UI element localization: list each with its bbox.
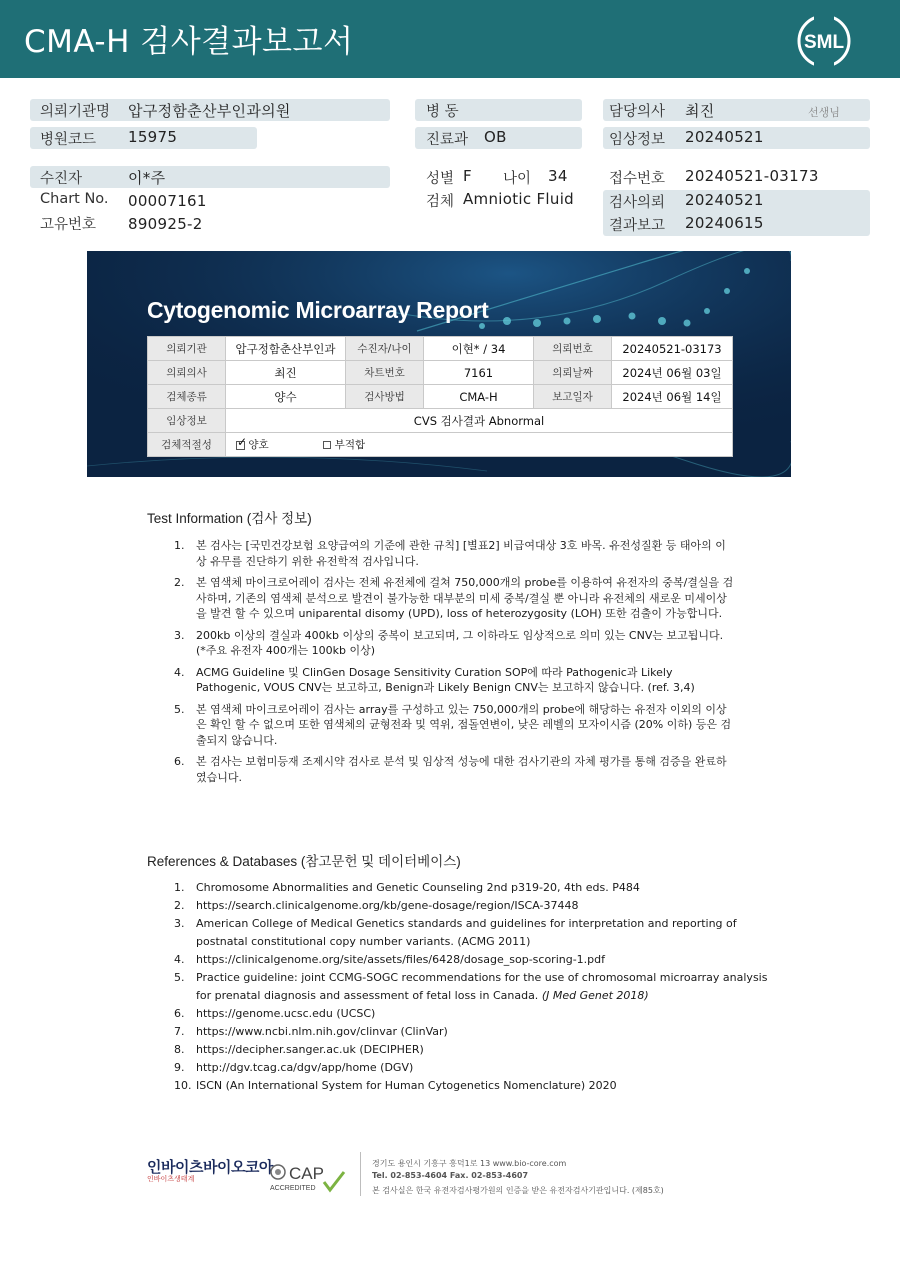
- table-cell: 검체적절성: [148, 433, 226, 457]
- list-item: 6. 본 검사는 보험미등재 조제시약 검사로 분석 및 임상적 성능에 대한 검사기관의 자체 평가를 통해 검증을 완료하였습니다.: [174, 755, 727, 784]
- age-value: 34: [548, 167, 568, 185]
- request-label: 검사의뢰: [609, 195, 666, 211]
- doctor-label: 담당의사: [609, 104, 666, 120]
- reference-link[interactable]: https://www.ncbi.nlm.nih.gov/clinvar (ClinVar): [196, 1024, 448, 1038]
- logo-text: SML: [803, 32, 845, 53]
- receipt-label: 접수번호: [609, 171, 666, 187]
- table-cell: 차트번호: [346, 361, 424, 385]
- patient-label: 수진자: [40, 171, 83, 187]
- patient-value: 이*주: [128, 169, 166, 187]
- table-cell: 압구정함춘산부인과: [226, 337, 346, 361]
- list-item: 6. https://genome.ucsc.edu (UCSC): [174, 1006, 376, 1020]
- table-row: [148, 433, 733, 457]
- list-item: 7. https://www.ncbi.nlm.nih.gov/clinvar (ClinVar): [174, 1024, 448, 1038]
- result-label: 결과보고: [609, 218, 666, 234]
- table-cell: 의뢰의사: [148, 361, 226, 385]
- specimen-value: Amniotic Fluid: [463, 190, 574, 208]
- clinical-value: 20240521: [685, 128, 764, 146]
- chart-value: 00007161: [128, 192, 207, 210]
- table-cell: 보고일자: [534, 385, 612, 409]
- table-cell: CMA-H: [424, 385, 534, 409]
- table-cell: 7161: [424, 361, 534, 385]
- request-value: 20240521: [685, 191, 764, 209]
- clinical-info-cell: CVS 검사결과 Abnormal: [226, 409, 733, 433]
- reference-link[interactable]: http://dgv.tcag.ca/dgv/app/home (DGV): [196, 1060, 414, 1074]
- banner-title: Cytogenomic Microarray Report: [147, 297, 489, 323]
- table-cell: 20240521-03173: [612, 337, 733, 361]
- table-cell: 2024년 06월 14일: [612, 385, 733, 409]
- specimen-label: 검체: [426, 194, 455, 210]
- footer-divider: [360, 1152, 361, 1196]
- cap-accredited-logo: [268, 1152, 348, 1198]
- receipt-value: 20240521-03173: [685, 167, 819, 185]
- report-banner: [87, 251, 791, 477]
- dept-label: 진료과: [426, 132, 469, 148]
- doctor-value: 최진: [685, 102, 715, 120]
- list-item: 5. 본 염색체 마이크로어레이 검사는 array를 구성하고 있는 750,000개의 probe에 해당하는 유전자 이외의 이상은 확인 할 수 없으며 또한 염색체의 균형전좌 및 역위, 점돌연변이, 낮은 레벨의 모자이시즘 (20% 이하) 등은 검출되지 않습니다.: [174, 702, 732, 747]
- footer-tel: Tel. 02-853-4604 Fax. 02-853-4607: [372, 1171, 529, 1180]
- reference-link[interactable]: https://search.clinicalgenome.org/kb/gene-dosage/region/ISCA-37448: [196, 899, 579, 913]
- footer-brand: 인바이츠바이오코아: [147, 1158, 273, 1176]
- reference-link[interactable]: https://decipher.sanger.ac.uk (DECIPHER): [196, 1042, 424, 1056]
- doctor-suffix: 선생님: [808, 106, 840, 119]
- table-row: [148, 385, 733, 409]
- code-label: 병원코드: [40, 132, 97, 148]
- list-item: 3. American College of Medical Genetics standards and guidelines for interpretation and reporting of postnatal constitutional copy number variants. (ACMG 2011): [174, 917, 737, 948]
- unsuitable-label: 부적합: [334, 439, 366, 451]
- hospital-label: 의뢰기관명: [40, 104, 111, 120]
- table-row: [148, 337, 733, 361]
- table-cell: 의뢰날짜: [534, 361, 612, 385]
- unchecked-box-icon: [323, 441, 331, 449]
- table-cell: 이현* / 34: [424, 337, 534, 361]
- sml-logo: [796, 13, 852, 69]
- report-title: CMA-H 검사결과보고서: [24, 24, 354, 60]
- table-cell: 검체종류: [148, 385, 226, 409]
- cap-accredited-text: ACCREDITED: [270, 1185, 316, 1192]
- table-cell: 임상정보: [148, 409, 226, 433]
- uid-label: 고유번호: [40, 217, 97, 233]
- suitable-label: 양호: [248, 439, 269, 451]
- table-cell: 최진: [226, 361, 346, 385]
- suitability-cell: [226, 433, 733, 457]
- references-title: References & Databases (참고문헌 및 데이터베이스): [147, 854, 461, 869]
- ward-label: 병 동: [426, 104, 459, 120]
- footer-brand-sub: 인바이츠생태계: [147, 1175, 195, 1183]
- reference-link[interactable]: https://clinicalgenome.org/site/assets/files/6428/dosage_sop-scoring-1.pdf: [196, 952, 606, 966]
- checked-box-icon: ✓: [237, 434, 248, 449]
- list-item: 4. ACMG Guideline 및 ClinGen Dosage Sensitivity Curation SOP에 따라 Pathogenic과 Likely Pathogenic, VOUS CNV는 보고하고, Benign과 Likely Benign CNV는 보고하지 않습니다. (ref. 3,4): [174, 665, 695, 694]
- table-row: [148, 361, 733, 385]
- list-item: 4. https://clinicalgenome.org/site/assets/files/6428/dosage_sop-scoring-1.pdf: [174, 952, 606, 966]
- cap-logo-icon: [268, 1152, 348, 1198]
- list-item: 2. https://search.clinicalgenome.org/kb/gene-dosage/region/ISCA-37448: [174, 899, 579, 913]
- cap-text: CAP: [289, 1164, 324, 1183]
- table-cell: 의뢰기관: [148, 337, 226, 361]
- table-cell: 2024년 06월 03일: [612, 361, 733, 385]
- references-list: [174, 879, 774, 1095]
- dept-value: OB: [484, 128, 507, 146]
- reference-link[interactable]: https://genome.ucsc.edu (UCSC): [196, 1006, 376, 1020]
- age-label: 나이: [503, 171, 532, 187]
- result-value: 20240615: [685, 214, 764, 232]
- sex-label: 성별: [426, 171, 455, 187]
- footer-address: 경기도 용인시 기흥구 흥덕1로 13 www.bio-core.com: [372, 1159, 567, 1168]
- test-info-title: Test Information (검사 정보): [147, 511, 312, 526]
- list-item: 3. 200kb 이상의 결실과 400kb 이상의 중복이 보고되며, 그 이하라도 임상적으로 의미 있는 CNV는 보고됩니다. (*주요 유전자 400개는 100kb 이상): [174, 628, 724, 657]
- list-item: 5. Practice guideline: joint CCMG-SOGC recommendations for the use of chromosomal microarray analysis for prenatal diagnosis and assessment of fetal loss in Canada. (J Med Genet 2018): [174, 970, 768, 1002]
- list-item: 8. https://decipher.sanger.ac.uk (DECIPHER): [174, 1042, 424, 1056]
- list-item: 2. 본 염색체 마이크로어레이 검사는 전체 유전체에 걸쳐 750,000개의 probe를 이용하여 유전자의 중복/결실을 검사하며, 기존의 염색체 분석으로 발견이 불가능한 대부분의 미세 중복/결실 뿐 아니라 유전체의 새로운 미세이상을 발견 할 수 있으며 uniparental disomy (UPD), loss of heterozygosity (LOH) 또한 검출이 가능합니다.: [174, 576, 734, 620]
- hospital-value: 압구정함춘산부인과의원: [128, 102, 291, 120]
- chart-label: Chart No.: [40, 191, 109, 207]
- table-cell: 의뢰번호: [534, 337, 612, 361]
- table-cell: 수진자/나이: [346, 337, 424, 361]
- test-info-list: [174, 538, 734, 791]
- code-value: 15975: [128, 128, 178, 146]
- list-item: 1. Chromosome Abnormalities and Genetic Counseling 2nd p319-20, 4th eds. P484: [174, 881, 640, 894]
- footer-certification: 본 검사실은 한국 유전자검사평가원의 인증을 받은 유전자검사기관입니다. (제85호): [372, 1186, 664, 1195]
- table-cell: 양수: [226, 385, 346, 409]
- uid-value: 890925-2: [128, 215, 203, 233]
- list-item: 10. ISCN (An International System for Human Cytogenetics Nomenclature) 2020: [174, 1079, 617, 1093]
- patient-row-bg: [30, 166, 390, 188]
- table-row: [148, 409, 733, 433]
- clinical-label: 임상정보: [609, 132, 666, 148]
- list-item: 9. http://dgv.tcag.ca/dgv/app/home (DGV): [174, 1060, 414, 1074]
- list-item: 1. 본 검사는 [국민건강보험 요양급여의 기준에 관한 규칙] [별표2] 비급여대상 3호 바목. 유전성질환 등 태아의 이상 유무를 진단하기 위한 유전학적 검사입니다.: [174, 539, 726, 568]
- banner-summary-table: [147, 336, 733, 457]
- table-cell: 검사방법: [346, 385, 424, 409]
- sex-value: F: [463, 167, 472, 185]
